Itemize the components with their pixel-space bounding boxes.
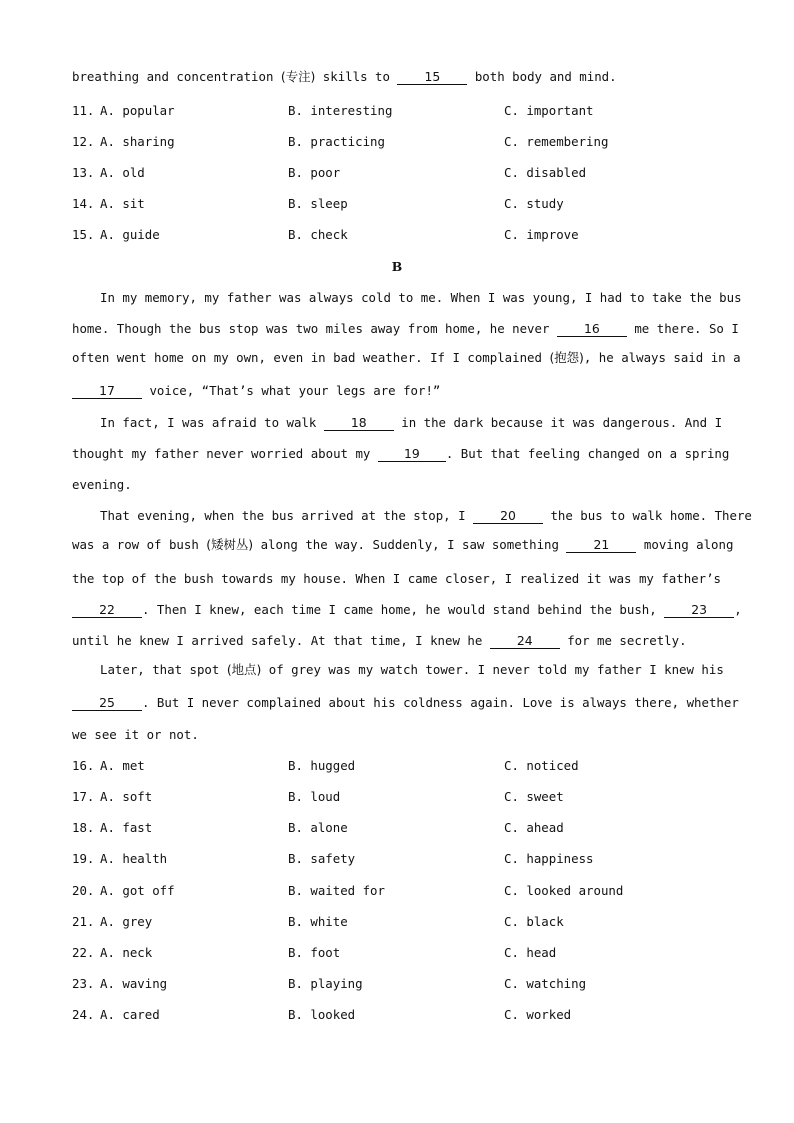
option-a: A. neck — [100, 945, 153, 960]
blank-16: 16 — [557, 322, 627, 337]
text: . Then I knew, each time I came home, he would stand behind the bush, — [142, 602, 665, 617]
passage-line — [100, 415, 722, 431]
text: the bus to walk home. There — [543, 508, 752, 523]
option-c: C. black — [504, 914, 564, 929]
question-row — [72, 851, 722, 867]
option-c: C. improve — [504, 227, 579, 242]
option-b: B. practicing — [288, 134, 385, 149]
option-c: C. worked — [504, 1007, 572, 1022]
option-b: B. foot — [288, 945, 341, 960]
text: In fact, I was afraid to walk — [100, 415, 324, 430]
text: thought my father never worried about my — [72, 446, 378, 461]
question-number: 11. — [72, 103, 95, 118]
text: In my memory, my father was always cold to me. When I was young, I had to take the bus — [100, 290, 742, 305]
text: we see it or not. — [72, 727, 199, 742]
question-row — [72, 820, 722, 836]
blank-18: 18 — [324, 416, 394, 431]
passage-line — [100, 662, 722, 678]
blank-21: 21 — [566, 538, 636, 553]
option-c: C. happiness — [504, 851, 594, 866]
option-a: A. grey — [100, 914, 153, 929]
option-b: B. check — [288, 227, 348, 242]
blank-25: 25 — [72, 696, 142, 711]
passage-line — [72, 633, 722, 649]
question-row — [72, 789, 722, 805]
question-number: 17. — [72, 789, 95, 804]
blank-15: 15 — [397, 70, 467, 85]
option-a: A. met — [100, 758, 145, 773]
question-number: 18. — [72, 820, 95, 835]
text: often went home on my own, even in bad weather. If I complained — [72, 350, 550, 365]
question-row — [72, 945, 722, 961]
option-a: A. popular — [100, 103, 175, 118]
question-row — [72, 914, 722, 930]
passage-line — [100, 508, 752, 524]
option-a: A. sharing — [100, 134, 175, 149]
text: voice, “That’s what your legs are for!” — [142, 383, 441, 398]
option-b: B. sleep — [288, 196, 348, 211]
option-b: B. interesting — [288, 103, 393, 118]
option-a: A. health — [100, 851, 168, 866]
passage-line — [72, 350, 741, 366]
text: . But that feeling changed on a spring — [445, 446, 730, 461]
text: in the dark because it was dangerous. And I — [393, 415, 723, 430]
question-number: 16. — [72, 758, 95, 773]
option-b: B. poor — [288, 165, 341, 180]
option-a: A. waving — [100, 976, 168, 991]
text: skills to — [315, 69, 398, 84]
option-b: B. looked — [288, 1007, 356, 1022]
passage-line — [100, 290, 742, 306]
option-a: A. old — [100, 165, 145, 180]
blank-24: 24 — [490, 634, 560, 649]
text: , — [734, 602, 742, 617]
question-row — [72, 165, 722, 181]
passage-line — [72, 537, 734, 553]
question-row — [72, 134, 722, 150]
passage-line — [72, 321, 739, 337]
chinese-gloss: (专注) — [280, 69, 316, 84]
section-b-heading: B — [391, 259, 403, 274]
option-a: A. cared — [100, 1007, 160, 1022]
blank-23: 23 — [664, 603, 734, 618]
question-number: 14. — [72, 196, 95, 211]
passage-line — [72, 383, 722, 399]
passage-line — [72, 602, 742, 618]
chinese-gloss: (矮树丛) — [206, 537, 254, 552]
option-c: C. noticed — [504, 758, 579, 773]
text: along the way. Suddenly, I saw something — [253, 537, 567, 552]
option-b: B. safety — [288, 851, 356, 866]
question-row — [72, 196, 722, 212]
chinese-gloss: (地点) — [226, 662, 262, 677]
question-number: 23. — [72, 976, 95, 991]
text: was a row of bush — [72, 537, 207, 552]
chinese-gloss: (抱怨) — [549, 350, 584, 365]
option-c: C. sweet — [504, 789, 564, 804]
option-c: C. head — [504, 945, 557, 960]
passage-a-last-line — [72, 69, 722, 85]
option-c: C. ahead — [504, 820, 564, 835]
question-number: 20. — [72, 883, 95, 898]
question-number: 12. — [72, 134, 95, 149]
question-number: 22. — [72, 945, 95, 960]
passage-line — [72, 695, 739, 711]
text: the top of the bush towards my house. When I came closer, I realized it was my father’s — [72, 571, 722, 586]
option-b: B. playing — [288, 976, 363, 991]
option-c: C. important — [504, 103, 594, 118]
question-row — [72, 976, 722, 992]
text: until he knew I arrived safely. At that time, I knew he — [72, 633, 490, 648]
option-a: A. soft — [100, 789, 153, 804]
option-c: C. remembering — [504, 134, 609, 149]
text: , he always said in a — [583, 350, 741, 365]
passage-line — [72, 571, 722, 587]
option-a: A. fast — [100, 820, 153, 835]
option-b: B. waited for — [288, 883, 385, 898]
question-row — [72, 227, 722, 243]
option-c: C. watching — [504, 976, 587, 991]
question-number: 24. — [72, 1007, 95, 1022]
question-row — [72, 103, 722, 119]
option-c: C. looked around — [504, 883, 624, 898]
blank-20: 20 — [473, 509, 543, 524]
option-a: A. sit — [100, 196, 145, 211]
text: . But I never complained about his coldness again. Love is always there, whether — [142, 695, 739, 710]
option-a: A. guide — [100, 227, 160, 242]
option-b: B. alone — [288, 820, 348, 835]
text: of grey was my watch tower. I never told my father I knew his — [261, 662, 724, 677]
option-c: C. study — [504, 196, 564, 211]
option-b: B. hugged — [288, 758, 356, 773]
option-c: C. disabled — [504, 165, 587, 180]
option-b: B. loud — [288, 789, 341, 804]
passage-line — [72, 727, 722, 743]
text: moving along — [636, 537, 734, 552]
question-row — [72, 883, 722, 899]
question-number: 13. — [72, 165, 95, 180]
question-row — [72, 758, 722, 774]
text: for me secretly. — [559, 633, 687, 648]
text: evening. — [72, 477, 132, 492]
blank-17: 17 — [72, 384, 142, 399]
passage-line — [72, 446, 730, 462]
question-row — [72, 1007, 722, 1023]
text: home. Though the bus stop was two miles away from home, he never — [72, 321, 557, 336]
option-a: A. got off — [100, 883, 175, 898]
text: breathing and concentration — [72, 69, 281, 84]
blank-19: 19 — [378, 447, 446, 462]
option-b: B. white — [288, 914, 348, 929]
question-number: 19. — [72, 851, 95, 866]
question-number: 21. — [72, 914, 95, 929]
text: me there. So I — [626, 321, 739, 336]
text: both body and mind. — [467, 69, 617, 84]
passage-line — [72, 477, 722, 493]
text: That evening, when the bus arrived at the stop, I — [100, 508, 473, 523]
question-number: 15. — [72, 227, 95, 242]
blank-22: 22 — [72, 603, 142, 618]
text: Later, that spot — [100, 662, 227, 677]
